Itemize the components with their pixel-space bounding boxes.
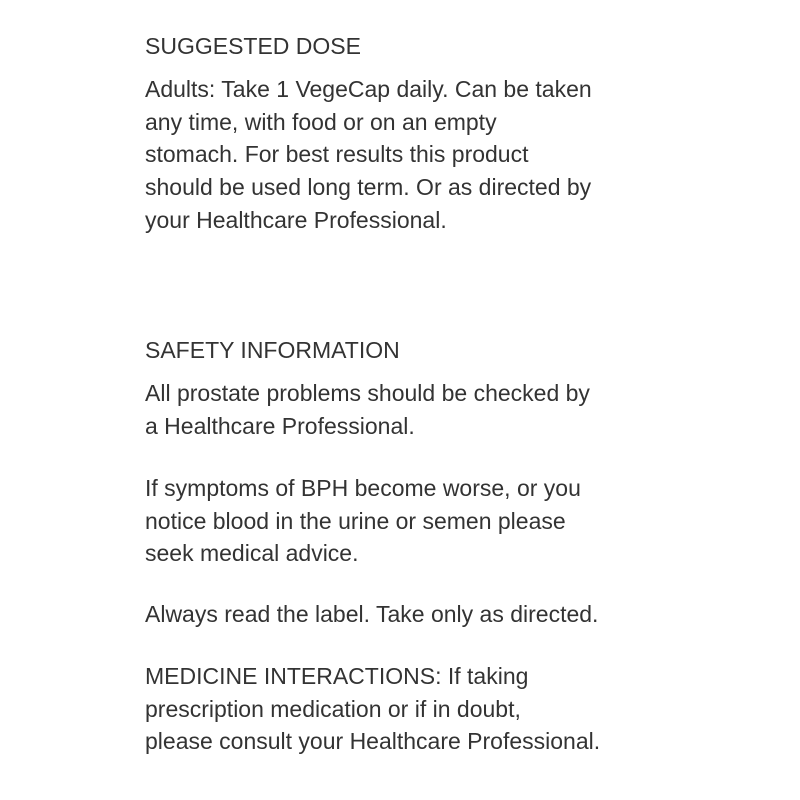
suggested-dose-heading	[145, 30, 361, 63]
section-heading: SUGGESTED DOSE	[145, 33, 361, 59]
safety-paragraph-label	[145, 598, 598, 631]
text-line: seek medical advice.	[145, 540, 359, 567]
safety-paragraph-interactions	[145, 660, 600, 758]
text-line: Always read the label. Take only as directed.	[145, 601, 599, 627]
text-line: All prostate problems should be checked by	[145, 380, 590, 406]
text-line: a Healthcare Professional.	[145, 412, 415, 439]
section-heading: SAFETY INFORMATION	[145, 337, 400, 363]
text-line: MEDICINE INTERACTIONS: If taking	[145, 663, 529, 689]
text-line: any time, with food or on an empty	[145, 108, 497, 135]
safety-paragraph-checked	[145, 377, 590, 442]
text-line: notice blood in the urine or semen please	[145, 507, 566, 534]
safety-paragraph-symptoms	[145, 472, 581, 570]
safety-information-heading	[145, 334, 400, 367]
text-line: If symptoms of BPH become worse, or you	[145, 475, 581, 501]
text-line: should be used long term. Or as directed by	[145, 174, 592, 201]
suggested-dose-paragraph	[145, 73, 592, 236]
text-line: prescription medication or if in doubt,	[145, 695, 521, 722]
text-line: please consult your Healthcare Professional.	[145, 728, 601, 755]
text-line: Adults: Take 1 VegeCap daily. Can be taken	[145, 76, 592, 102]
text-line: your Healthcare Professional.	[145, 206, 447, 233]
text-line: stomach. For best results this product	[145, 141, 529, 168]
